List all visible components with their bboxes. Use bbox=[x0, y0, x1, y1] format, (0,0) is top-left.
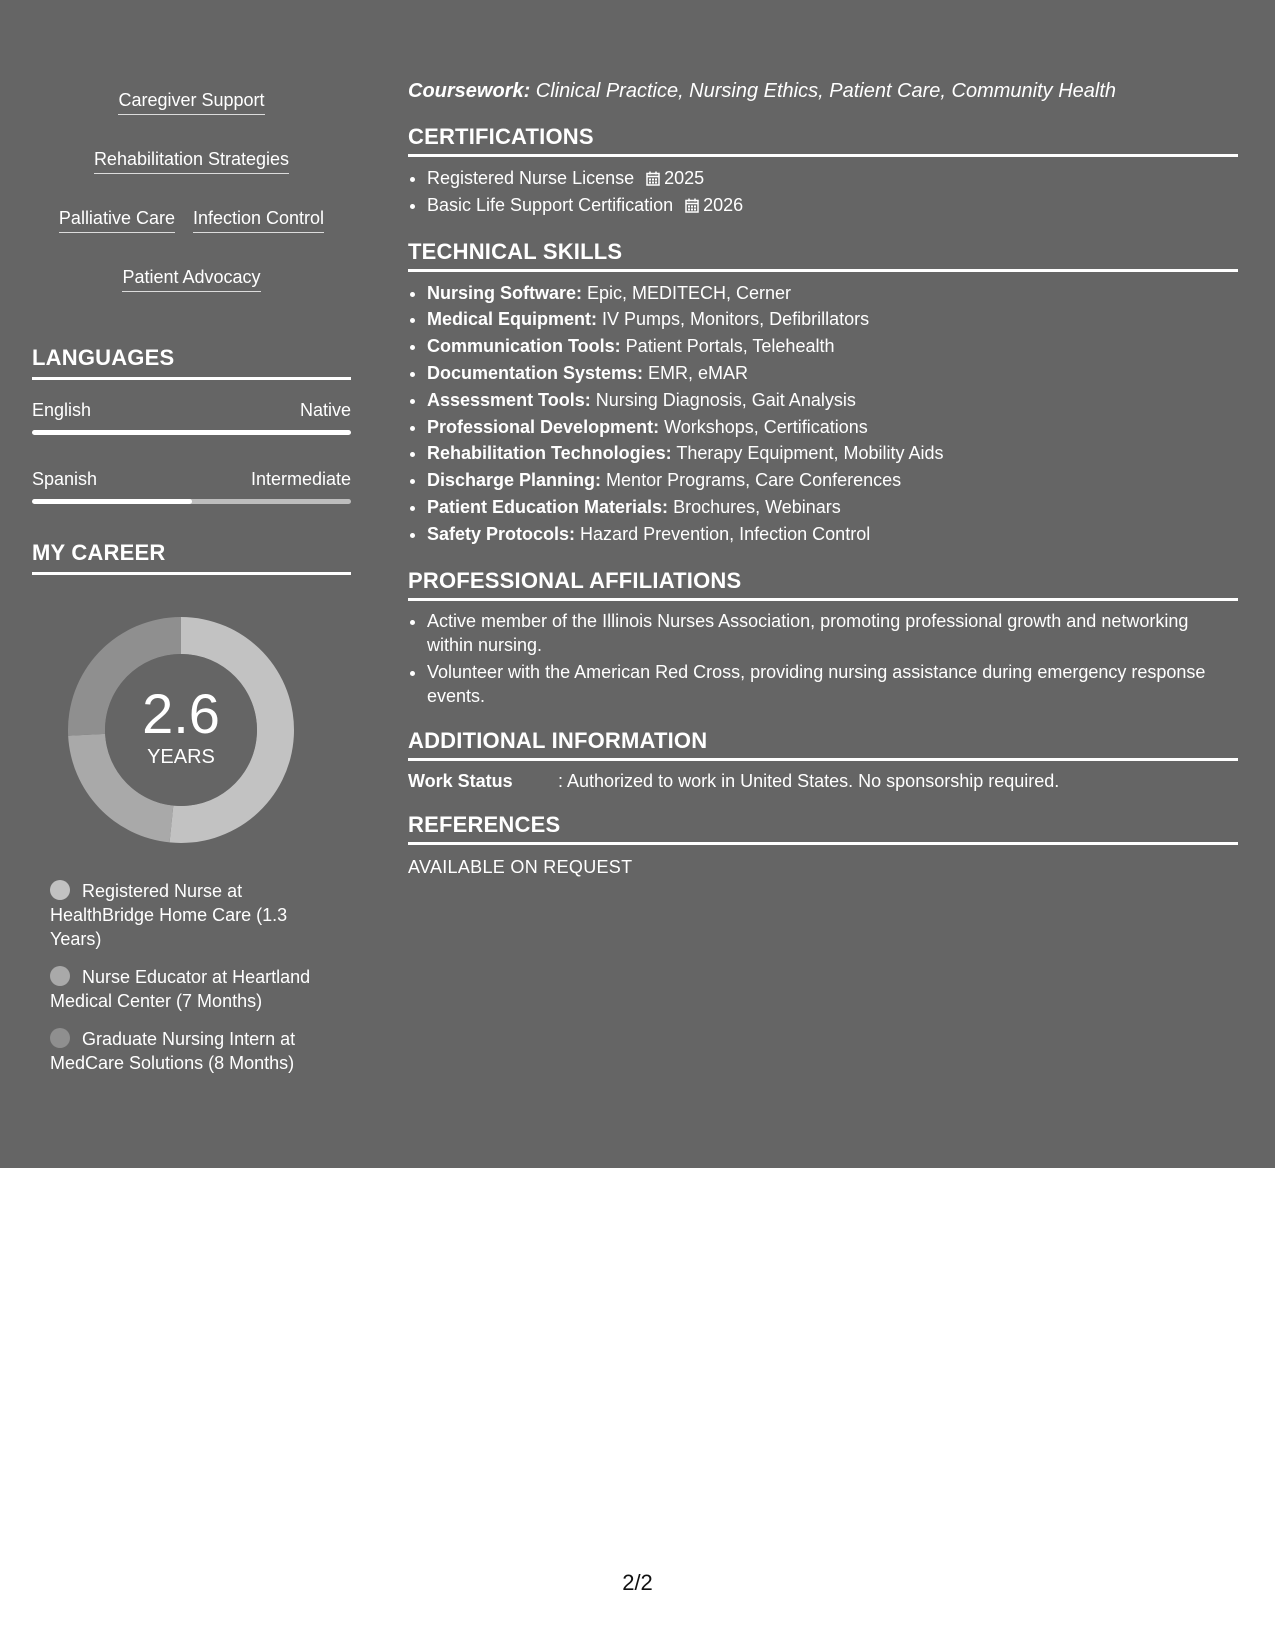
language-name: English bbox=[32, 400, 92, 420]
additional-info-title: ADDITIONAL INFORMATION bbox=[408, 728, 1238, 761]
technical-skills-list bbox=[408, 280, 1238, 548]
career-legend-item bbox=[50, 1027, 335, 1075]
skill-tag: Rehabilitation Strategies bbox=[94, 147, 289, 174]
career-section bbox=[32, 540, 351, 1089]
career-title: MY CAREER bbox=[32, 540, 351, 575]
skill-value: EMR, eMAR bbox=[643, 362, 749, 383]
work-status-label: Work Status bbox=[408, 770, 513, 791]
coursework-line bbox=[408, 78, 1238, 104]
skill-label: Documentation Systems: bbox=[427, 362, 644, 383]
languages-title: LANGUAGES bbox=[32, 345, 351, 380]
skill-label: Professional Development: bbox=[427, 416, 660, 437]
skill-label: Medical Equipment: bbox=[427, 309, 598, 330]
affiliation-item: • Active member of the Illinois Nurses Association, promoting professional growth and networking within nursing. bbox=[427, 609, 1238, 657]
technical-skills-section bbox=[408, 239, 1238, 548]
affiliations-list bbox=[408, 609, 1238, 708]
technical-skills-title: TECHNICAL SKILLS bbox=[408, 239, 1238, 272]
skill-item bbox=[427, 440, 1238, 467]
references-section bbox=[408, 812, 1238, 878]
certification-name: Basic Life Support Certification bbox=[427, 194, 674, 215]
skill-value: Hazard Prevention, Infection Control bbox=[575, 523, 871, 544]
career-legend bbox=[50, 879, 335, 1075]
additional-info-section bbox=[408, 728, 1238, 792]
career-total-value: 2.6 bbox=[142, 681, 220, 745]
skill-value: IV Pumps, Monitors, Defibrillators bbox=[597, 309, 870, 330]
languages-section bbox=[32, 345, 351, 504]
skill-value: Patient Portals, Telehealth bbox=[620, 336, 835, 357]
career-legend-label: Registered Nurse at HealthBridge Home Care (1.3 Years) bbox=[50, 881, 288, 949]
donut-center-label bbox=[66, 615, 296, 845]
skill-tag: Caregiver Support bbox=[118, 88, 264, 115]
career-legend-item bbox=[50, 879, 335, 951]
affiliations-section bbox=[408, 568, 1238, 708]
skill-label: Assessment Tools: bbox=[427, 389, 591, 410]
certification-item bbox=[427, 165, 1238, 192]
skill-value: Nursing Diagnosis, Gait Analysis bbox=[590, 389, 856, 410]
skill-value: Therapy Equipment, Mobility Aids bbox=[671, 443, 944, 464]
skill-item bbox=[427, 387, 1238, 414]
skill-item bbox=[427, 467, 1238, 494]
skills-tag-cloud bbox=[32, 88, 351, 292]
skill-item bbox=[427, 280, 1238, 307]
skill-label: Discharge Planning: bbox=[427, 470, 602, 491]
skill-value: Workshops, Certifications bbox=[659, 416, 868, 437]
legend-dot-icon bbox=[50, 1028, 70, 1048]
skill-item bbox=[427, 333, 1238, 360]
skill-item bbox=[427, 521, 1238, 548]
skill-label: Patient Education Materials: bbox=[427, 496, 669, 517]
language-row bbox=[32, 469, 351, 490]
certification-year: 2026 bbox=[703, 194, 744, 215]
language-proficiency-bar bbox=[32, 430, 351, 435]
skill-item bbox=[427, 306, 1238, 333]
skill-value: Epic, MEDITECH, Cerner bbox=[582, 282, 792, 303]
certifications-list bbox=[408, 165, 1238, 219]
skill-item bbox=[427, 414, 1238, 441]
coursework-label: Coursework: bbox=[408, 80, 531, 102]
skill-tag: Patient Advocacy bbox=[122, 265, 260, 292]
skill-label: Safety Protocols: bbox=[427, 523, 576, 544]
career-legend-item bbox=[50, 965, 335, 1013]
skill-value: Mentor Programs, Care Conferences bbox=[601, 470, 902, 491]
references-title: REFERENCES bbox=[408, 812, 1238, 845]
career-total-unit: YEARS bbox=[147, 745, 215, 768]
career-legend-label: Nurse Educator at Heartland Medical Center (7 Months) bbox=[50, 967, 311, 1011]
skill-label: Nursing Software: bbox=[427, 282, 583, 303]
references-text: AVAILABLE ON REQUEST bbox=[408, 856, 633, 877]
coursework-text: Clinical Practice, Nursing Ethics, Patient Care, Community Health bbox=[530, 80, 1117, 102]
certification-year: 2025 bbox=[664, 168, 705, 188]
affiliations-title: PROFESSIONAL AFFILIATIONS bbox=[408, 568, 1238, 601]
language-name: Spanish bbox=[32, 469, 98, 489]
skill-item bbox=[427, 494, 1238, 521]
language-proficiency-bar bbox=[32, 499, 351, 504]
skill-item bbox=[427, 360, 1238, 387]
legend-dot-icon bbox=[50, 966, 70, 986]
career-legend-label: Graduate Nursing Intern at MedCare Solutions (8 Months) bbox=[50, 1029, 296, 1073]
certifications-section bbox=[408, 124, 1238, 219]
legend-dot-icon bbox=[50, 880, 70, 900]
language-level: Native bbox=[299, 400, 351, 420]
work-status-row bbox=[408, 771, 1238, 792]
skill-tag: Infection Control bbox=[193, 206, 324, 233]
certification-name: Registered Nurse License bbox=[427, 168, 635, 188]
page-number: 2/2 bbox=[622, 1570, 653, 1595]
skill-label: Rehabilitation Technologies: bbox=[427, 443, 672, 464]
language-level: Intermediate bbox=[250, 469, 351, 489]
work-status-value: : Authorized to work in United States. No sponsorship required. bbox=[558, 770, 1060, 791]
right-column bbox=[408, 78, 1238, 878]
left-column bbox=[32, 80, 351, 504]
language-row bbox=[32, 400, 351, 421]
language-proficiency-fill bbox=[32, 499, 192, 504]
career-donut-chart bbox=[66, 615, 296, 845]
certification-item bbox=[427, 192, 1238, 219]
skill-value: Brochures, Webinars bbox=[668, 496, 841, 517]
language-proficiency-fill bbox=[32, 430, 351, 435]
calendar-icon bbox=[685, 198, 699, 213]
skill-tag: Palliative Care bbox=[59, 206, 175, 233]
calendar-icon bbox=[646, 171, 660, 186]
certifications-title: CERTIFICATIONS bbox=[408, 124, 1238, 157]
skill-label: Communication Tools: bbox=[427, 336, 621, 357]
affiliation-item: • Volunteer with the American Red Cross, providing nursing assistance during emergency response events. bbox=[427, 660, 1238, 708]
